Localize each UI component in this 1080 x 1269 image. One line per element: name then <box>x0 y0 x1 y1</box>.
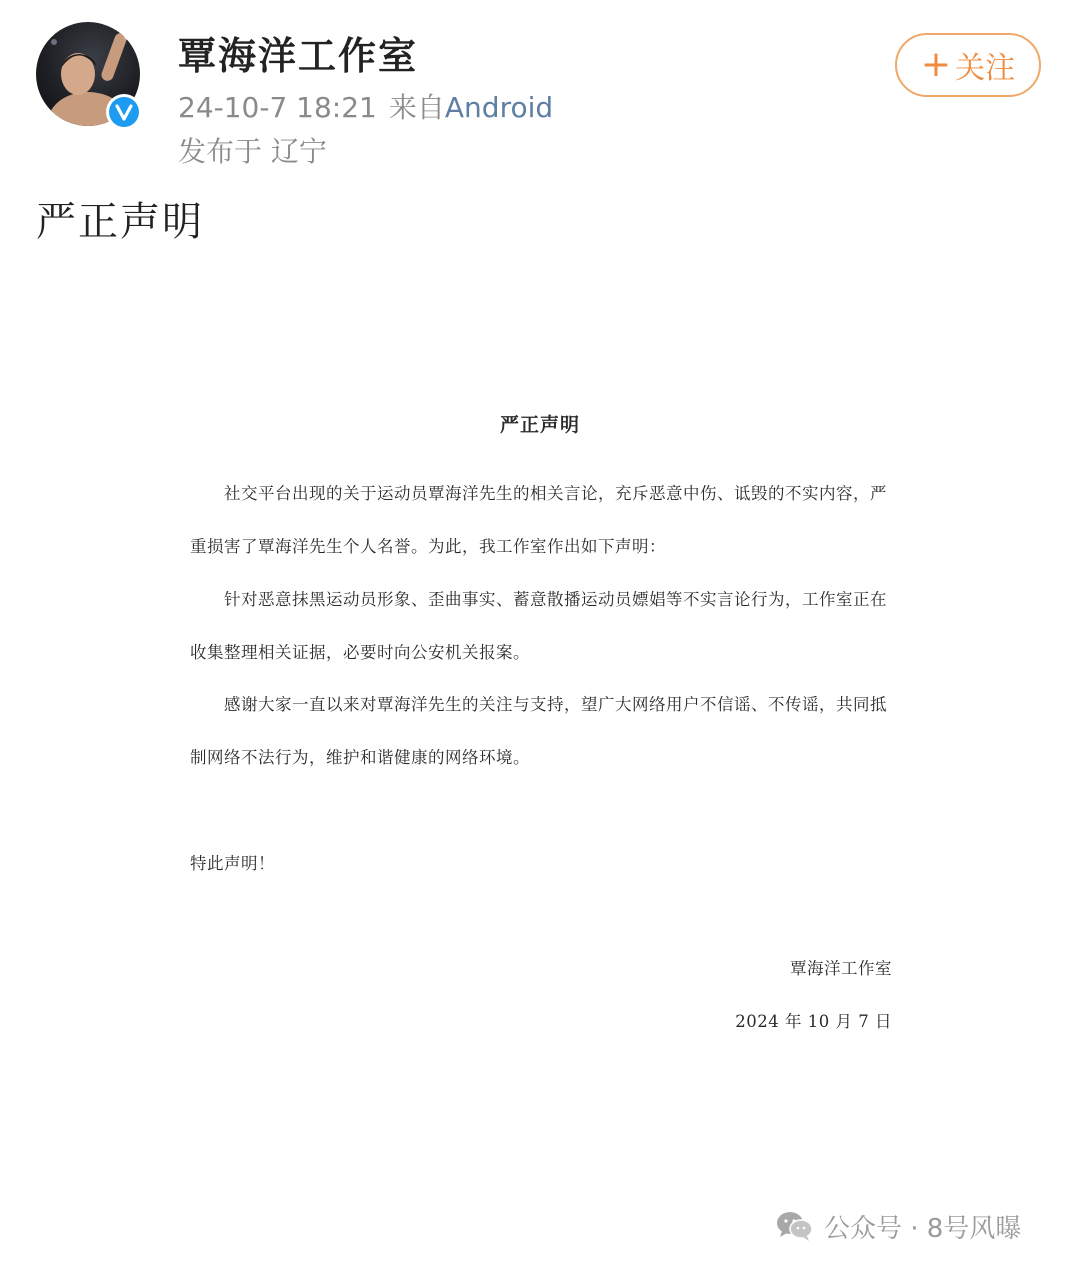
statement-paragraph: 感谢大家一直以来对覃海洋先生的关注与支持，望广大网络用户不信谣、不传谣，共同抵制网络不法行为，维护和谐健康的网络环境。 <box>190 695 887 767</box>
post-text: 严正声明 <box>36 199 204 245</box>
statement-signature: 覃海洋工作室 <box>790 959 892 978</box>
statement-title: 严正声明 <box>499 414 580 436</box>
statement-paragraph: 针对恶意抹黑运动员形象、歪曲事实、蓄意散播运动员嫖娼等不实言论行为，工作室正在收集整理相关证据，必要时向公安机关报案。 <box>190 590 887 662</box>
post-meta <box>178 88 553 128</box>
verified-v-icon <box>109 97 139 127</box>
statement-closing: 特此声明！ <box>190 854 275 873</box>
follow-button[interactable] <box>895 33 1041 97</box>
source-device-link[interactable]: Android <box>444 91 554 124</box>
watermark <box>776 1204 1021 1248</box>
verified-badge <box>106 94 142 130</box>
statement-paragraph: 社交平台出现的关于运动员覃海洋先生的相关言论，充斥恶意中伤、诋毁的不实内容，严重损害了覃海洋先生个人名誉。为此，我工作室作出如下声明： <box>190 484 887 556</box>
author-name[interactable]: 覃海洋工作室 <box>178 34 419 78</box>
watermark-text: 公众号 · 8号风曝 <box>824 1213 1022 1244</box>
follow-label: 关注 <box>955 51 1016 86</box>
source-prefix: 来自 <box>388 91 445 124</box>
wechat-icon <box>776 1210 814 1242</box>
post-timestamp: 24-10-7 18:21 <box>178 91 377 124</box>
post-location: 发布于 辽宁 <box>178 135 327 168</box>
statement-image[interactable] <box>150 380 930 1100</box>
plus-icon: + <box>920 44 952 85</box>
statement-date: 2024 年 10 月 7 日 <box>735 1012 892 1031</box>
